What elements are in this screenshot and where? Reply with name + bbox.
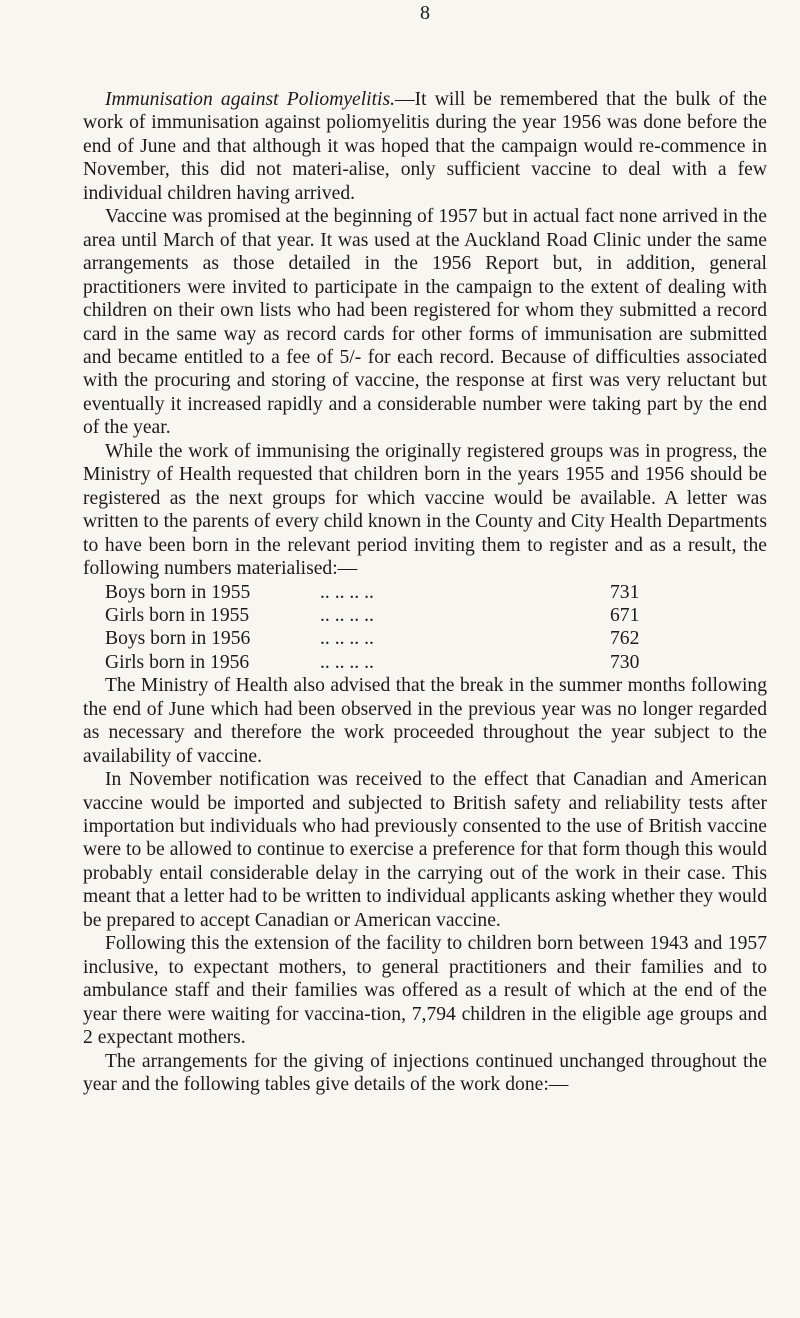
dot-leader: .. .. .. .. [320,651,374,673]
row-label: Girls born in 1956 [105,651,250,673]
intro-text: —It will be remembered that the bulk of the work of immunisation against poliomyelitis during the year 1956 was done before the end of June and that although it was hoped that the campaign would re-commence in November, this did not materi-alise, only sufficient vaccine to deal with a few individual children having arrived. [83,89,767,204]
dot-leader: .. .. .. .. [320,628,374,650]
table-row [105,604,705,627]
table-row [105,627,705,650]
row-label: Boys born in 1956 [105,628,251,650]
paragraph-intro [83,88,767,205]
paragraph-registration: While the work of immunising the originally registered groups was in progress, the Ministry of Health requested that children born in the years 1955 and 1956 should be registered as the next groups for which vaccine would be available. A letter was written to the parents of every child known in the County and City Health Departments to have been born in the relevant period inviting them to register and as a result, the following numbers materialised:— [83,440,767,580]
row-value: 730 [610,651,640,673]
table-row [105,651,705,674]
row-value: 762 [610,628,640,650]
registration-table [105,581,705,675]
row-label: Girls born in 1955 [105,604,250,626]
paragraph-summer-break: The Ministry of Health also advised that the break in the summer months following the end of June which had been observed in the previous year was no longer regarded as necessary and therefore the work proceeded throughout the year subject to the availability of vaccine. [83,675,767,767]
paragraph-imported-vaccine: In November notification was received to the effect that Canadian and American vaccine would be imported and subjected to British safety and reliability tests after importation but individuals who had previously consented to the use of British vaccine were to be allowed to continue to exercise a preference for that form though this would probably entail considerable delay in the carrying out of the work in their case. This meant that a letter had to be written to individual applicants asking whether they would be prepared to accept Canadian or American vaccine. [83,769,767,931]
dot-leader: .. .. .. .. [320,581,374,603]
paragraph-vaccine-supply: Vaccine was promised at the beginning of 1957 but in actual fact none arrived in the area until March of that year. It was used at the Auckland Road Clinic under the same arrangements as those detailed in the 1956 Report but, in addition, general practitioners were invited to participate in the campaign to the extent of dealing with children on their own lists who had been registered for whom they submitted a record card in the same way as record cards for other forms of immunisation are submitted and became entitled to a fee of 5/- for each record. Because of difficulties associated with the procuring and storing of vaccine, the response at first was very reluctant but eventually it increased rapidly and a considerable number were taking part by the end of the year. [83,206,767,439]
paragraph-extension: Following this the extension of the facility to children born between 1943 and 1957 inclusive, to expectant mothers, to general practitioners and their families and to ambulance staff and their families was offered as a result of which at the end of the year there were waiting for vaccina-tion, 7,794 children in the eligible age groups and 2 expectant mothers. [83,933,767,1049]
dot-leader: .. .. .. .. [320,604,374,626]
table-row [105,581,705,604]
row-value: 671 [610,604,640,626]
paragraph-arrangements: The arrangements for the giving of injections continued unchanged throughout the year and the following tables give details of the work done:— [83,1050,767,1095]
section-title: Immunisation against Poliomyelitis. [105,89,396,110]
body-text [83,88,767,1096]
row-label: Boys born in 1955 [105,581,251,603]
row-value: 731 [610,581,640,603]
page-number: 8 [420,2,430,24]
